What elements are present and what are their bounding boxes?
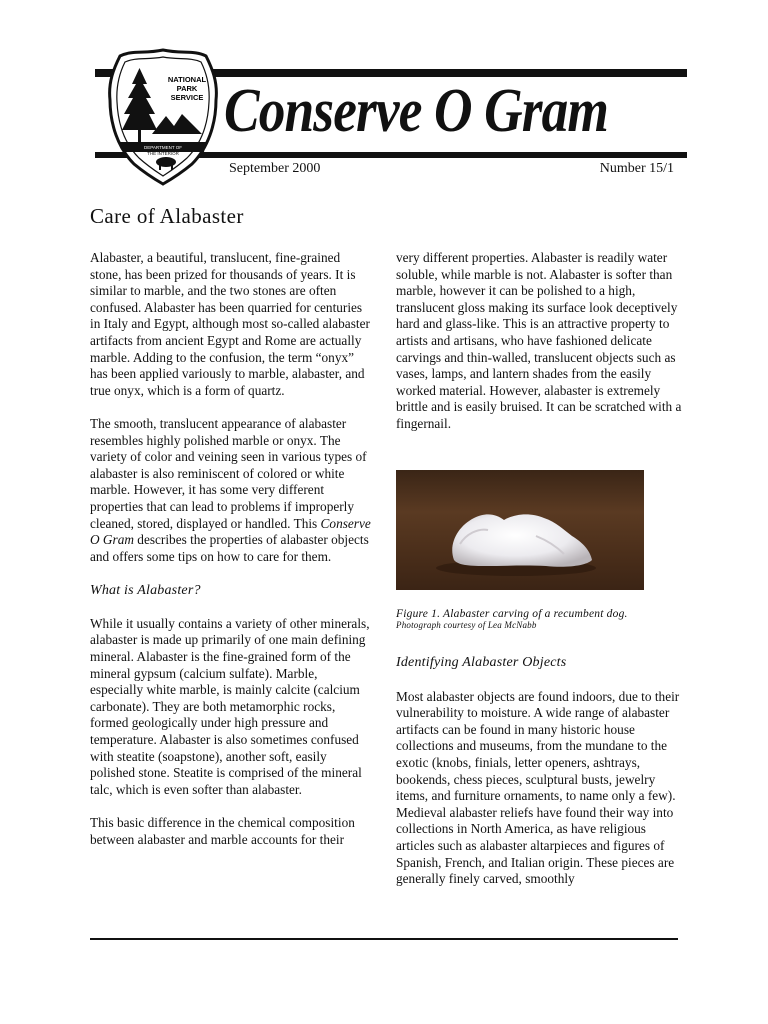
difference-paragraph: This basic difference in the chemical composition between alabaster and marble accounts for their [90,815,355,847]
appearance-paragraph [90,416,372,565]
identifying-paragraph: Most alabaster objects are found indoors, due to their vulnerability to moisture. A wide range of alabaster artifacts can be found in many historic house collections and museums, from the mundane to the exotic (knobs, finials, letter openers, ashtrays, bookends, chess pieces, sculptural busts, jewelry items, and furniture ornaments, to name only a few). Medieval alabaster reliefs have found their way into collections in North America, as have religious articles such as alabaster altarpieces and figures of Spanish, French, and Italian origin. These pieces are generally finely carved, smoothly [396,688,680,887]
logo-text-park: PARK [176,84,198,93]
logo-text-department: DEPARTMENT OF [143,145,183,150]
publication-name: Conserve O Gram [90,515,371,548]
right-column [396,250,682,449]
issue-number: Number 15/1 [599,161,674,176]
masthead-title: Conserve O Gram [224,77,609,145]
logo-text-service: SERVICE [170,93,204,102]
mineral-paragraph: While it usually contains a variety of other minerals, alabaster is made up primarily of one main defining mineral. Alabaster is the fine-grained form of the mineral gypsum (calcium sulfate). Marble, especially white marble, is mainly calcite (calcium carbonate). They are both metamorphic rocks, formed geologically under high pressure and temperature. Alabaster is also sometimes confused with steatite (soapstone), another soft, easily polished stone. Steatite is comprised of the mineral talc, which is even softer than alabaster. [90,615,370,797]
intro-paragraph: Alabaster, a beautiful, translucent, fine-grained stone, has been prized for thousands of years. It is similar to marble, and the two stones are often confused. Alabaster has been quarried for centuries in Italy and Egypt, although most so-called alabaster artifacts from ancient Egypt and Rome are actually marble. Adding to the confusion, the term “onyx” has been applied variously to marble, alabaster, and true onyx, which is a form of quartz. [90,250,370,398]
logo-text-national: NATIONAL [167,75,207,84]
figure-caption [396,608,686,631]
figure-caption-text: Figure 1. Alabaster carving of a recumbent dog. [396,608,628,620]
right-column-lower [396,654,682,904]
logo-text-interior: THE INTERIOR [147,151,179,156]
heading-identifying-alabaster-objects: Identifying Alabaster Objects [396,655,567,670]
left-column [90,250,372,865]
nps-arrowhead-logo-icon [104,48,222,186]
article-title: Care of Alabaster [90,204,244,228]
heading-what-is-alabaster: What is Alabaster? [90,582,201,598]
footer-rule [90,938,678,940]
appearance-text-a: The smooth, translucent appearance of alabaster resembles highly polished marble or onyx. The variety of color and veining seen in various types of alabaster is also reminiscent of colored or white marble. However, it has some very different properties that can lead to problems if improperly cleaned, stored, displayed or handled. This [90,415,367,531]
alabaster-dog-carving [396,470,644,590]
properties-paragraph: very different properties. Alabaster is readily water soluble, while marble is not. Alabaster is softer than marble, however it can be polished to a high, translucent gloss making its surface look deceptively hard and glass-like. This is an attractive property to artists and artisans, who have fashioned delicate carvings and thin-walled, translucent objects such as vases, lamps, and lantern shades from the easily worked material. However, alabaster is extremely brittle and is easily bruised. It can be scratched with a fingernail. [396,250,682,431]
figure-photo-alabaster-dog [396,470,644,590]
issue-date: September 2000 [229,161,321,176]
photo-credit: Photograph courtesy of Lea McNabb [396,620,537,630]
appearance-text-b: describes the properties of alabaster objects and offers some tips on how to care for them. [90,532,369,564]
